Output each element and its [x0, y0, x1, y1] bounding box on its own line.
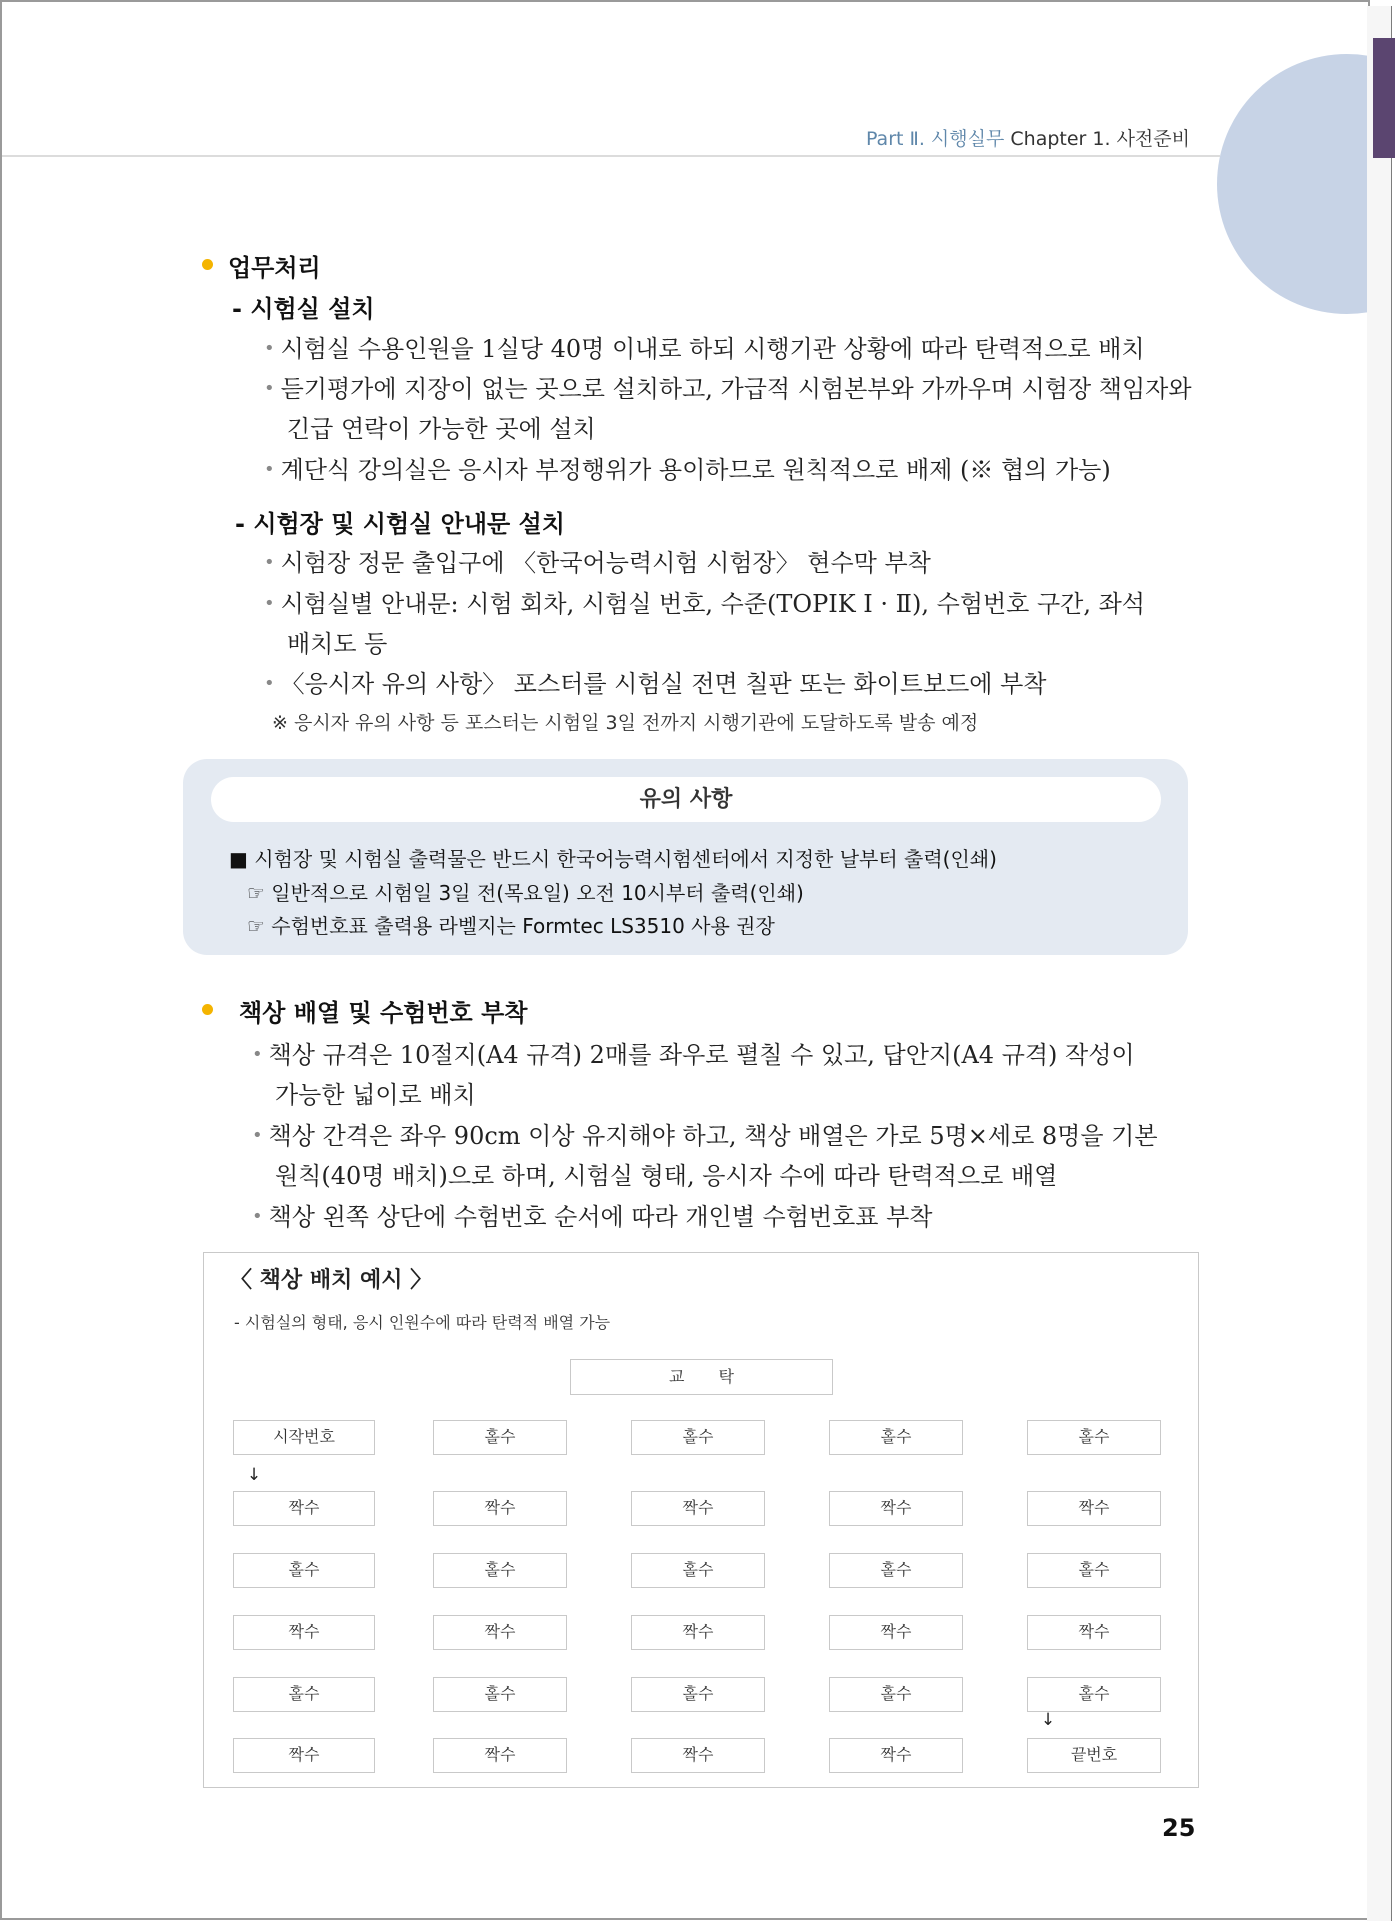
header-divider — [2, 155, 1220, 157]
list-item: • 책상 규격은 10절지(A4 규격) 2매를 좌우로 펼칠 수 있고, 답안지(A4 규격) 작성이 — [252, 1041, 1135, 1069]
notice-line: ■ 시험장 및 시험실 출력물은 반드시 한국어능력시험센터에서 지정한 날부터 출력(인쇄) — [229, 847, 997, 871]
layout-subtitle: - 시험실의 형태, 응시 인원수에 따라 탄력적 배열 가능 — [234, 1313, 611, 1332]
list-item-continuation: 긴급 연락이 가능한 곳에 설치 — [287, 415, 596, 443]
list-item: • 책상 간격은 좌우 90cm 이상 유지해야 하고, 책상 배열은 가로 5명×세로 8명을 기본 — [252, 1122, 1158, 1150]
desk: 홀수 — [1027, 1553, 1161, 1588]
desk: 시작번호 — [233, 1420, 375, 1455]
desk: 홀수 — [829, 1677, 963, 1712]
desk: 짝수 — [433, 1491, 567, 1526]
running-head — [866, 124, 1190, 151]
list-item: • 시험실 수용인원을 1실당 40명 이내로 하되 시행기관 상황에 따라 탄력적으로 배치 — [264, 335, 1145, 363]
page-number: 25 — [1162, 1814, 1196, 1842]
section-bullet-icon — [202, 1004, 213, 1015]
desk: 짝수 — [1027, 1491, 1161, 1526]
running-head-chapter: Chapter 1. 사전준비 — [1010, 128, 1190, 150]
running-head-part: Part Ⅱ. 시행실무 — [865, 128, 1005, 150]
poster-note: ※ 응시자 유의 사항 등 포스터는 시험일 3일 전까지 시행기관에 도달하도록 발송 예정 — [272, 712, 979, 734]
desk: 짝수 — [433, 1615, 567, 1650]
desk: 짝수 — [433, 1738, 567, 1773]
bullet-icon: • — [252, 1206, 263, 1227]
desk: 짝수 — [829, 1491, 963, 1526]
page-edge-tab — [1373, 38, 1395, 158]
desk: 끝번호 — [1027, 1738, 1161, 1773]
bullet-icon: • — [264, 552, 275, 573]
notice-title: 유의 사항 — [211, 777, 1161, 822]
desk-layout-figure — [203, 1252, 1199, 1788]
notice-line: ☞ 수험번호표 출력용 라벨지는 Formtec LS3510 사용 권장 — [247, 914, 775, 938]
desk: 홀수 — [829, 1420, 963, 1455]
list-item: • 〈응시자 유의 사항〉 포스터를 시험실 전면 칠판 또는 화이트보드에 부착 — [264, 670, 1047, 698]
list-item: • 책상 왼쪽 상단에 수험번호 순서에 따라 개인별 수험번호표 부착 — [252, 1203, 933, 1231]
desk: 홀수 — [1027, 1677, 1161, 1712]
desk: 홀수 — [433, 1420, 567, 1455]
bullet-icon: • — [264, 459, 275, 480]
list-item-continuation: 배치도 등 — [287, 630, 388, 658]
header-decoration-circle — [1217, 54, 1370, 314]
desk: 홀수 — [433, 1553, 567, 1588]
list-item: • 시험실별 안내문: 시험 회차, 시험실 번호, 수준(TOPIK Ⅰ · Ⅱ), 수험번호 구간, 좌석 — [264, 590, 1145, 618]
desk: 홀수 — [233, 1553, 375, 1588]
desk: 홀수 — [1027, 1420, 1161, 1455]
desk: 홀수 — [233, 1677, 375, 1712]
start-arrow-icon: ↓ — [246, 1465, 262, 1485]
bullet-icon: • — [264, 673, 275, 694]
notice-box — [183, 759, 1188, 955]
desk: 짝수 — [631, 1738, 765, 1773]
bullet-icon: • — [264, 593, 275, 614]
end-arrow-icon: ↓ — [1040, 1710, 1056, 1730]
bullet-icon: • — [264, 378, 275, 399]
desk: 짝수 — [829, 1738, 963, 1773]
list-item: • 계단식 강의실은 응시자 부정행위가 용이하므로 원칙적으로 배제 (※ 협의 가능) — [264, 456, 1111, 484]
desk: 홀수 — [829, 1553, 963, 1588]
desk: 짝수 — [1027, 1615, 1161, 1650]
section-title-work: 업무처리 — [228, 254, 321, 282]
desk: 홀수 — [631, 1553, 765, 1588]
desk: 홀수 — [631, 1677, 765, 1712]
desk: 짝수 — [631, 1491, 765, 1526]
page-edge-stack — [1367, 0, 1397, 1925]
desk: 홀수 — [433, 1677, 567, 1712]
section-bullet-icon — [202, 259, 213, 270]
list-item-continuation: 원칙(40명 배치)으로 하며, 시험실 형태, 응시자 수에 따라 탄력적으로 배열 — [275, 1162, 1058, 1190]
desk: 짝수 — [233, 1738, 375, 1773]
list-item-continuation: 가능한 넓이로 배치 — [275, 1081, 476, 1109]
bullet-icon: • — [252, 1044, 263, 1065]
layout-title: 〈 책상 배치 예시 〉 — [230, 1268, 433, 1293]
bullet-icon: • — [264, 338, 275, 359]
podium: 교탁 — [570, 1359, 833, 1395]
desk: 짝수 — [829, 1615, 963, 1650]
subsection-title-room-setup: - 시험실 설치 — [232, 295, 375, 323]
desk: 홀수 — [631, 1420, 765, 1455]
list-item: • 시험장 정문 출입구에 〈한국어능력시험 시험장〉 현수막 부착 — [264, 549, 931, 577]
desk: 짝수 — [233, 1491, 375, 1526]
list-item: • 듣기평가에 지장이 없는 곳으로 설치하고, 가급적 시험본부와 가까우며 시험장 책임자와 — [264, 375, 1192, 403]
subsection-title-notice-setup: - 시험장 및 시험실 안내문 설치 — [235, 510, 565, 538]
desk: 짝수 — [233, 1615, 375, 1650]
bullet-icon: • — [252, 1125, 263, 1146]
notice-line: ☞ 일반적으로 시험일 3일 전(목요일) 오전 10시부터 출력(인쇄) — [247, 881, 804, 905]
section-title-desk-arrangement: 책상 배열 및 수험번호 부착 — [239, 999, 528, 1027]
desk: 짝수 — [631, 1615, 765, 1650]
